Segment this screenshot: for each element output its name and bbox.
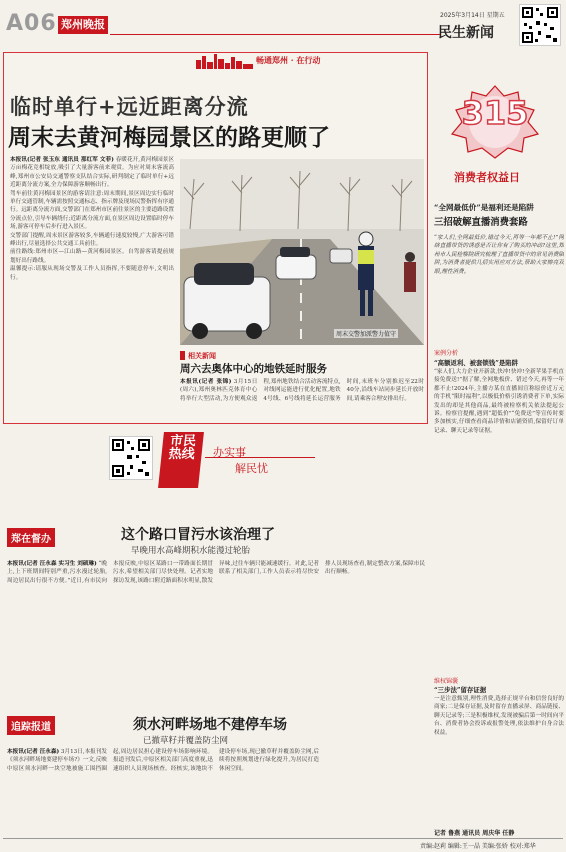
footer-rule (3, 838, 563, 839)
lead-headline-1: 临时单行+远近距离分流 (10, 94, 249, 119)
case-body: “家人们,大力企业开新款,快冲!快冲!全新苹果手机直接免费送!”据了解,全网地板价、错过今天,再等一年都不止!2024年,主播方某在直播间宣称原价近万元的手机“限时福利”,以极低价格引诱消费者下单,实际发出的却是其他商品,最终被检察机关依法提起公诉。检察官提醒,遇到“超低价”“免费送”等宣传时要多加核实,仔细查看商品详情和店铺资质,保留好订单记录、聊天记录等证据。 (434, 369, 564, 434)
lead-headline-2: 周末去黄河梅园景区的路更顺了 (8, 124, 330, 151)
lead-byline: 本报讯(记者 张玉东 通讯员 那红军 文菲) (10, 157, 114, 163)
masthead-qr-code[interactable] (519, 4, 561, 46)
page-footer: 责编:赵莉 编辑:王一晶 美编:张娇 校对:郑华 (420, 843, 536, 850)
paper-logo: 郑州晚报 (58, 16, 108, 34)
story3-headline: 须水河畔场地不建停车场 (133, 717, 287, 733)
tips-body: 一是注意甄别,理性消费,选择正规平台和信誉良好的商家;二是保存证据,及时留存直播录屏、商品链接、聊天记录等;三是积极维权,发现被骗后第一时间向平台、消费者协会投诉或报警处理,依法维护自身合法权益。 (434, 696, 564, 736)
story2 (3, 522, 428, 712)
consumer-headline-2: 三招破解直播消费套路 (434, 217, 528, 228)
lead-body: 本报讯(记者 张玉东 通讯员 那红军 文菲) 春暖花开,黄河梅园景区万亩梅花竞相绽放,吸引了大量游客前来观赏。为应对周末客流高峰,郑州市公安局交通警察支队结合实际,研判制定了临时单行+远近距离分流方案,全力保障游客顺畅出行。 驾车前往黄河梅园景区的游客请注意:周末期间,景区周边实行临时单行交通管制,车辆需按照交通标志、指示牌及现场民警指挥有序通行。远距离分流方面,交警部门在郑州市区前往景区的主要道路设置分流点位,引导车辆绕行;近距离分流方面,在景区周边设置临时停车场,游客可停车后步行进入景区。 交警部门提醒,周末景区游客较多,车辆通行速度较慢,广大游客可错峰出行,尽量选择公共交通工具前往。 前往路线:郑州市区—江山路—黄河梅园景区。自驾游客请提前规划好出行路线。 温馨提示:请服从现场交警及工作人员指挥,不要随意停车,文明出行。 (10, 157, 174, 281)
consumer-editors: 记者 鲁燕 通讯员 周庆华 任静 (434, 830, 515, 837)
story3-subhead: 已撤草籽并覆盖防尘网 (143, 736, 229, 746)
section-title: 民生新闻 (438, 25, 494, 41)
story2-body: 本报讯(记者 汪永森 实习生 刘硕琳) “晚上,上下班期间特别严重,污水漫过轮胎,周边居民出行很不方便。”近日,有市民向本报反映,中原区某路口一带路面长期冒污水,希望相关部门尽快处理。记者实地探访发现,该路口附近路面积水明显,散发异味,过往车辆只能减速缓行。对此,记者联系了相关部门,工作人员表示将尽快安排人员现场查看,制定整改方案,保障市民出行顺畅。 (7, 561, 425, 584)
story2-subhead: 早晚用水高峰期积水能漫过轮胎 (131, 546, 251, 556)
masthead-rule (110, 34, 440, 35)
case-tag: 案例分析 (434, 350, 459, 357)
consumer-badge-caption: 消费者权益日 (454, 171, 520, 184)
banner-title-2: 解民忧 (235, 462, 268, 475)
story2-headline: 这个路口冒污水该治理了 (121, 527, 275, 543)
related-tag-marker (180, 351, 185, 360)
related-tag: 相关新闻 (188, 351, 216, 360)
consumer-badge-number: 315 (461, 94, 529, 132)
consumer-headline-1: “全网最低价”是福利还是陷阱 (434, 203, 534, 212)
issue-date: 2025年3月14日 星期五 (440, 12, 505, 19)
related-headline: 周六去奥体中心的地铁延时服务 (180, 363, 327, 375)
consumer-intro: “家人们,全网最低价,错过今天,再等一年都不止!”网络直播带货的诱惑是否让你有了购买的冲动?这里,郑州市人民检察院研究梳理了直播带货中的常见消费陷阱,为消费者提供几招实用应对方法,帮助大家擦亮双眼,理性消费。 (434, 235, 564, 275)
case-title: “高额返利、被套锁钱”是陷阱 (434, 359, 519, 367)
story3-body: 本报讯(记者 汪永森) 3月13日,本报刊发《须水河畔场地要建停车场?》一文,反映中原区须水河畔一块空地被施工围挡圈起,周边居民担心建设停车场影响环境。报道刊发后,中原区相关部门高度重视,迅速组织人员现场核查。经核实,该地块不建设停车场,现已撤草籽并覆盖防尘网,后续将按照规划进行绿化提升,为居民打造休闲空间。 (7, 749, 319, 772)
lead-story-frame (3, 52, 428, 424)
consumer-column (430, 52, 566, 837)
story3 (3, 712, 428, 836)
banner-emblem: 市民热线 (158, 432, 204, 488)
service-banner (3, 430, 428, 520)
banner-title-1: 办实事 (213, 446, 246, 459)
story3-tag: 追踪报道 (7, 716, 55, 735)
related-body: 本报讯(记者 张锦) 3月15日(周六),郑州奥林匹克体育中心将举行大型活动,为方便观众返程,郑州地铁结合活动客流特点,对线网运能进行优化配置,地铁4号线、6号线将延长运营服务时间,末班车分别推迟至22时40分,沿线车站同步延长开放时间,请乘客合理安排出行。 (180, 379, 424, 402)
tips-tag: 维权锦囊 (434, 678, 459, 685)
banner-qr-code[interactable] (109, 436, 153, 480)
lead-kicker: 畅通郑州 · 在行动 (256, 55, 321, 65)
tips-title: “三步法”留存证据 (434, 686, 487, 694)
lead-photo-caption: 周末交警加派警力值守 (336, 331, 397, 338)
page-code: A06 (6, 11, 57, 36)
skyline-icon (194, 53, 256, 73)
story2-tag: 郑在督办 (7, 528, 55, 547)
lead-photo (180, 159, 424, 345)
